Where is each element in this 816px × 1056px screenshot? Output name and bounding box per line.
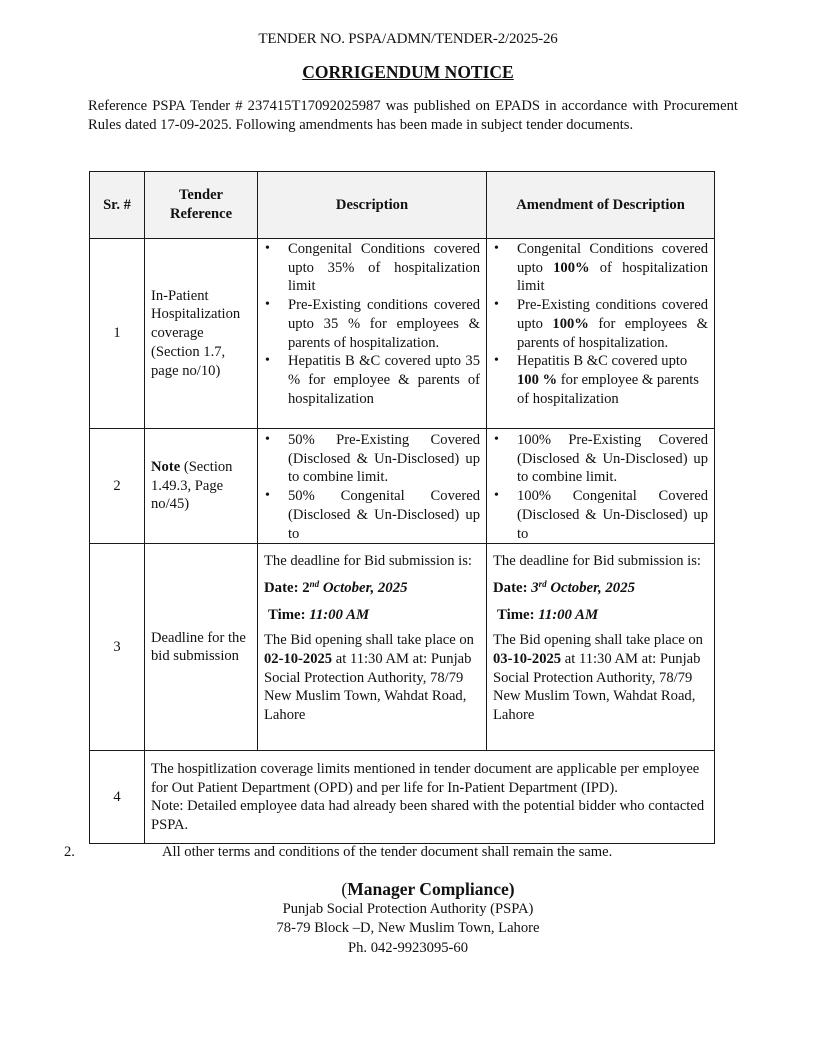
row-sr: 4 [90,751,145,844]
text: at 11:30 AM at: Punjab Social Protection Authority, 78/79 New Muslim Town, Wahdat Road, Lahore [493,651,701,724]
date-label: Date: [493,579,532,596]
employee-data-note: Note: Detailed employee data had already been shared with the potential bidder who contacted PSPA. [151,798,705,833]
organization-phone: Ph. 042-9923095-60 [348,939,468,956]
row-description [258,239,487,429]
row-reference [145,429,258,544]
row-merged-note [145,751,715,844]
row-sr: 1 [90,239,145,429]
text: (Section 1.49.3, Page no/45) [151,459,233,513]
amendments-table [89,171,715,844]
table-row [90,544,715,751]
row-amendment [487,544,715,751]
organization-address: 78-79 Block –D, New Muslim Town, Lahore [276,920,540,936]
clause-text: All other terms and conditions of the tender document shall remain the same. [162,844,613,860]
deadline-intro: The deadline for Bid submission is: [264,553,472,570]
tender-number: TENDER NO. PSPA/ADMN/TENDER-2/2025-26 [258,31,558,47]
paren: ( [341,879,348,899]
clause-number: 2. [64,844,75,860]
title-text: Manager Compliance) [347,879,515,899]
list-item: • 100% Pre-Existing Covered (Disclosed & Un-Disclosed) up to combine limit. [493,431,708,487]
text: for employees & parents of hospitalization. [517,315,708,351]
column-header-sr: Sr. # [90,172,145,239]
opening-date: 02-10-2025 [264,651,333,668]
list-item [493,240,708,296]
row-reference: Deadline for the bid submission [145,544,258,751]
text: for employee & parents of hospitalization [517,371,699,407]
opening-date: 03-10-2025 [493,651,562,668]
list-item: • Pre-Existing conditions covered upto 35 % for employees & parents of hospitalization. [264,296,480,352]
list-item: • Congenital Conditions covered upto 35% of hospitalization limit [264,240,480,296]
date-rest: October, 2025 [319,579,408,596]
signatory-title [0,880,816,900]
text: of hospitalization limit [517,259,708,295]
row-reference: In-Patient Hospitalization coverage (Section 1.7, page no/10) [145,239,258,429]
time-value: 11:00 AM [309,606,370,623]
row-sr: 2 [90,429,145,544]
table-row [90,239,715,429]
date-suffix: rd [538,578,547,589]
row-description [258,544,487,751]
organization-name: Punjab Social Protection Authority (PSPA) [282,900,534,917]
time-label: Time: [268,606,310,623]
text: The Bid opening shall take place on [493,632,703,649]
deadline-intro: The deadline for Bid submission is: [493,553,701,570]
bold-value: 100% [552,315,589,332]
intro-paragraph: Reference PSPA Tender # 237415T17092025987 was published on EPADS in accordance with Procurement Rules dated 17-09-2025. Following amendments has been made in subject tender documents. [88,98,738,133]
row-amendment [487,239,715,429]
date-day: 3 [531,579,539,596]
text: Congenital Conditions covered upto [517,241,708,276]
deadline-time [264,606,480,625]
column-header-description: Description [258,172,487,239]
date-suffix: nd [309,578,320,589]
date-day: 2 [302,579,310,596]
bid-opening [264,631,480,725]
deadline-date [264,579,480,598]
table-row [90,429,715,544]
text: at 11:30 AM at: Punjab Social Protection Authority, 78/79 New Muslim Town, Wahdat Road, Lahore [264,651,472,724]
table-row [90,751,715,844]
time-value: 11:00 AM [538,606,599,623]
date-label: Date: [264,579,303,596]
deadline-time [493,606,708,625]
deadline-date [493,579,708,598]
bid-opening [493,631,708,725]
list-item [493,296,708,352]
text: Pre-Existing conditions covered upto [517,297,708,332]
text: The Bid opening shall take place on [264,632,474,649]
table-header-row [90,172,715,239]
signature-block [0,880,816,958]
list-item [493,352,708,408]
column-header-amendment: Amendment of Description [487,172,715,239]
list-item: • 50% Congenital Covered (Disclosed & Un-Disclosed) up to [264,487,480,543]
row-amendment [487,429,715,544]
bold-value: 100 % [517,371,558,388]
page-title: CORRIGENDUM NOTICE [302,62,514,82]
row-sr: 3 [90,544,145,751]
bold-value: 100% [553,259,590,276]
date-rest: October, 2025 [546,579,636,596]
note-label: Note [151,459,181,476]
text: Hepatitis B &C covered upto [517,353,688,370]
coverage-note: The hospitlization coverage limits mentioned in tender document are applicable per employee for Out Patient Department (OPD) and per life for In-Patient Department (IPD). [151,760,700,796]
row-description [258,429,487,544]
time-label: Time: [497,606,539,623]
list-item: • Hepatitis B &C covered upto 35 % for employee & parents of hospitalization [264,352,480,408]
column-header-reference: Tender Reference [145,172,258,239]
list-item: • 100% Congenital Covered (Disclosed & Un-Disclosed) up to [493,487,708,543]
list-item: • 50% Pre-Existing Covered (Disclosed & Un-Disclosed) up to combine limit. [264,431,480,487]
